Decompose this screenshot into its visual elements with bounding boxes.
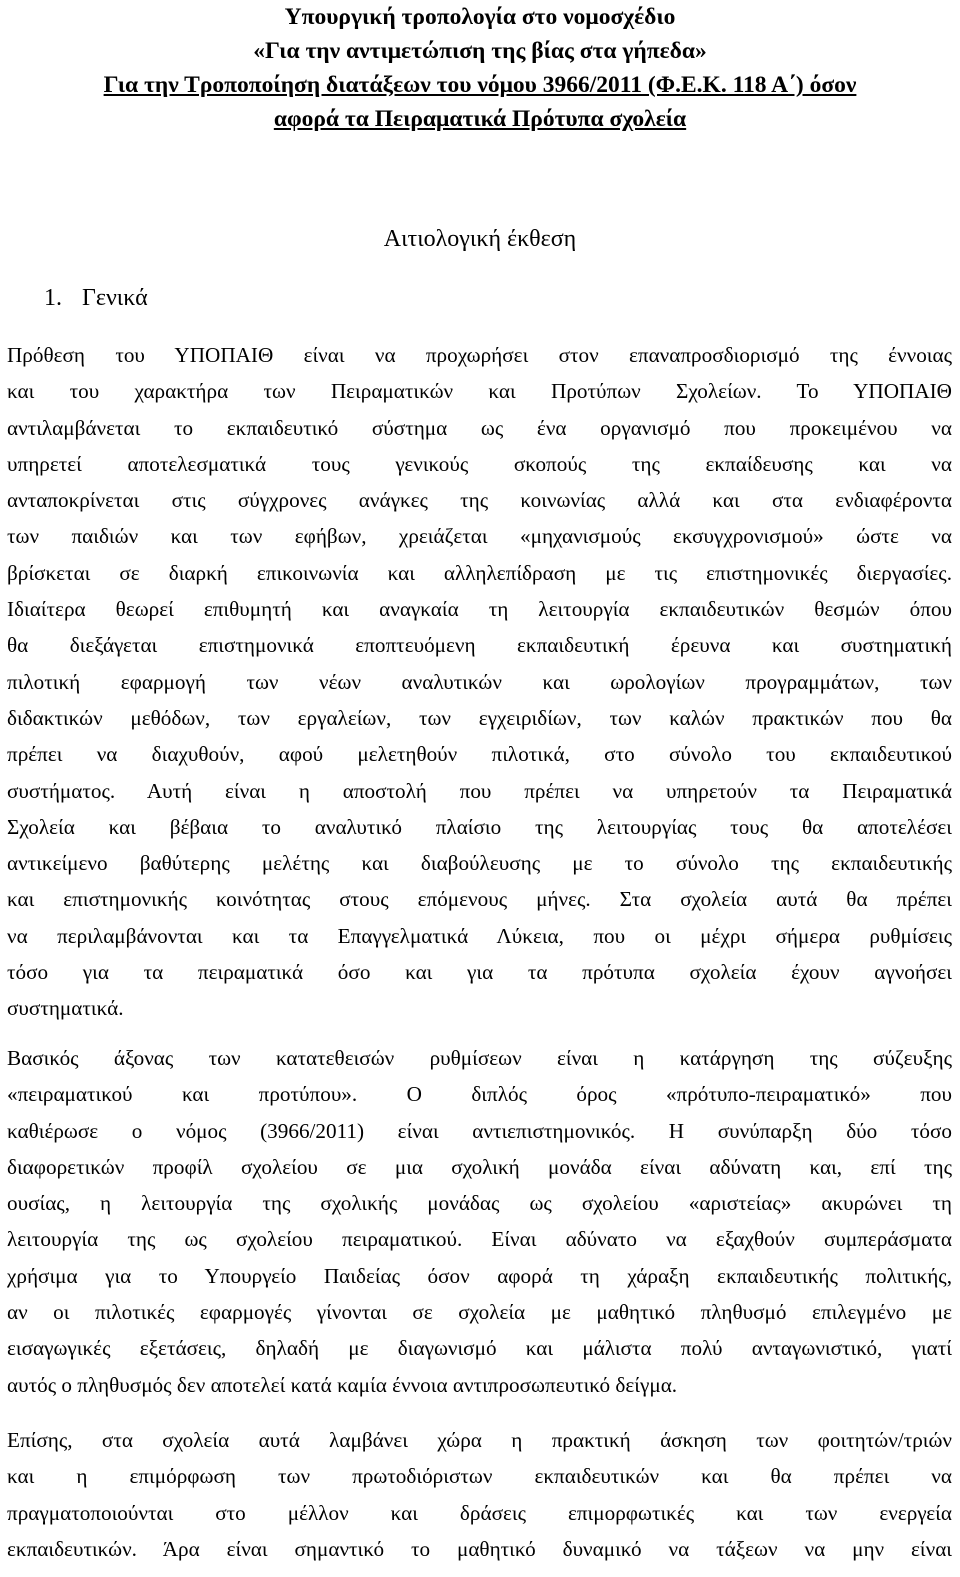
paragraph-line: Επίσης, στα σχολεία αυτά λαμβάνει χώρα η πρακτική άσκηση των φοιτητών/τριών xyxy=(7,1428,952,1452)
paragraph-line: και η επιμόρφωση των πρωτοδιόριστων εκπαιδευτικών και θα πρέπει να xyxy=(7,1464,952,1489)
paragraph-1 xyxy=(7,337,952,1027)
paragraph-line: αντικείμενο βαθύτερης μελέτης και διαβούλευσης με το σύνολο της εκπαιδευτικής xyxy=(7,851,952,876)
paragraph-line: θα διεξάγεται επιστημονικά εποπτευόμενη εκπαιδευτική έρευνα και συστηματική xyxy=(7,633,952,658)
paragraph-line: καθιέρωσε ο νόμος (3966/2011) είναι αντιεπιστημονικός. Η συνύπαρξη δύο τόσο xyxy=(7,1118,952,1143)
paragraph-line: των παιδιών και των εφήβων, χρειάζεται «μηχανισμούς εκσυγχρονισμού» ώστε να xyxy=(7,524,952,549)
title-line-underlined: Για την Τροποποίηση διατάξεων του νόμου 3966/2011 (Φ.Ε.Κ. 118 Α΄) όσον xyxy=(103,72,857,98)
paragraph-line: πρέπει να διαχυθούν, αφού μελετηθούν πιλοτικά, στο σύνολο του εκπαιδευτικού xyxy=(7,742,952,767)
paragraph-line: διδακτικών μεθόδων, των εργαλείων, των εγχειριδίων, των καλών πρακτικών που θα xyxy=(7,705,952,730)
paragraph-line: ουσίας, η λειτουργία της σχολικής μονάδας ως σχολείου «αριστείας» ακυρώνει τη xyxy=(7,1191,952,1216)
title-line: Υπουργική τροπολογία στο νομοσχέδιο xyxy=(284,4,676,30)
paragraph-line: συστηματικά. xyxy=(7,996,124,1021)
section-title: Γενικά xyxy=(82,285,148,311)
section-number: 1. xyxy=(44,285,62,311)
paragraph-line: συστήματος. Αυτή είναι η αποστολή που πρέπει να υπηρετούν τα Πειραματικά xyxy=(7,778,952,803)
paragraph-line: και επιστημονικής κοινότητας στους επόμενους μήνες. Στα σχολεία αυτά θα πρέπει xyxy=(7,887,952,912)
paragraph-line: πραγματοποιούνται στο μέλλον και δράσεις επιμορφωτικές και των ενεργεία xyxy=(7,1500,952,1525)
paragraph-line: βρίσκεται σε διαρκή επικοινωνία και αλληλεπίδραση με τις επιστημονικές διεργασίες. xyxy=(7,560,952,585)
paragraph-3 xyxy=(7,1422,952,1567)
paragraph-line: πιλοτική εφαρμογή των νέων αναλυτικών και ωρολογίων προγραμμάτων, των xyxy=(7,669,952,694)
paragraph-line: εισαγωγικές εξετάσεις, δηλαδή με διαγωνισμό και μάλιστα πολύ ανταγωνιστικό, γιατί xyxy=(7,1336,952,1361)
paragraph-line: διαφορετικών προφίλ σχολείου σε μια σχολική μονάδα είναι αδύνατη και, επί της xyxy=(7,1154,952,1179)
paragraph-line: Βασικός άξονας των κατατεθεισών ρυθμίσεων είναι η κατάργηση της σύζευξης xyxy=(7,1046,952,1070)
paragraph-line: αντιλαμβάνεται το εκπαιδευτικό σύστημα ως ένα οργανισμό που προκειμένου να xyxy=(7,415,952,440)
document-title xyxy=(0,0,960,136)
paragraph-line: λειτουργία της ως σχολείου πειραματικού. Είναι αδύνατο να εξαχθούν συμπεράσματα xyxy=(7,1227,952,1252)
report-title: Αιτιολογική έκθεση xyxy=(383,226,577,252)
paragraph-line: υπηρετεί αποτελεσματικά τους γενικούς σκοπούς της εκπαίδευσης και να xyxy=(7,451,952,476)
paragraph-line: Ιδιαίτερα θεωρεί επιθυμητή και αναγκαία τη λειτουργία εκπαιδευτικών θεσμών όπου xyxy=(7,597,952,622)
paragraph-line: εκπαιδευτικών. Άρα είναι σημαντικό το μαθητικό δυναμικό να τάξεων να μην είναι xyxy=(7,1536,952,1561)
section-heading xyxy=(44,281,148,315)
paragraph-2 xyxy=(7,1040,952,1403)
paragraph-line: αν οι πιλοτικές εφαρμογές γίνονται σε σχολεία με μαθητικό πληθυσμό επιλεγμένο με xyxy=(7,1300,952,1325)
paragraph-line: ανταποκρίνεται στις σύγχρονες ανάγκες της κοινωνίας αλλά και στα ενδιαφέροντα xyxy=(7,488,952,513)
paragraph-line: και του χαρακτήρα των Πειραματικών και Προτύπων Σχολείων. Το ΥΠΟΠΑΙΘ xyxy=(7,379,952,404)
paragraph-line: τόσο για τα πειραματικά όσο και για τα πρότυπα σχολεία έχουν αγνοήσει xyxy=(7,960,952,985)
paragraph-line: αυτός ο πληθυσμός δεν αποτελεί κατά καμία έννοια αντιπροσωπευτικό δείγμα. xyxy=(7,1372,678,1397)
paragraph-line: να περιλαμβάνονται και τα Επαγγελματικά Λύκεια, που οι μέχρι σήμερα ρυθμίσεις xyxy=(7,923,952,948)
paragraph-line: Σχολεία και βέβαια το αναλυτικό πλαίσιο της λειτουργίας τους θα αποτελέσει xyxy=(7,814,952,839)
paragraph-line: Πρόθεση του ΥΠΟΠΑΙΘ είναι να προχωρήσει στον επαναπροσδιορισμό της έννοιας xyxy=(7,343,952,367)
paragraph-line: χρήσιμα για το Υπουργείο Παιδείας όσον αφορά τη χάραξη εκπαιδευτικής πολιτικής, xyxy=(7,1263,952,1288)
title-line: «Για την αντιμετώπιση της βίας στα γήπεδα» xyxy=(253,38,707,64)
paragraph-line: «πειραματικού και προτύπου». Ο διπλός όρος «πρότυπο-πειραματικό» που xyxy=(7,1082,952,1107)
title-line-underlined: αφορά τα Πειραματικά Πρότυπα σχολεία xyxy=(273,106,687,132)
